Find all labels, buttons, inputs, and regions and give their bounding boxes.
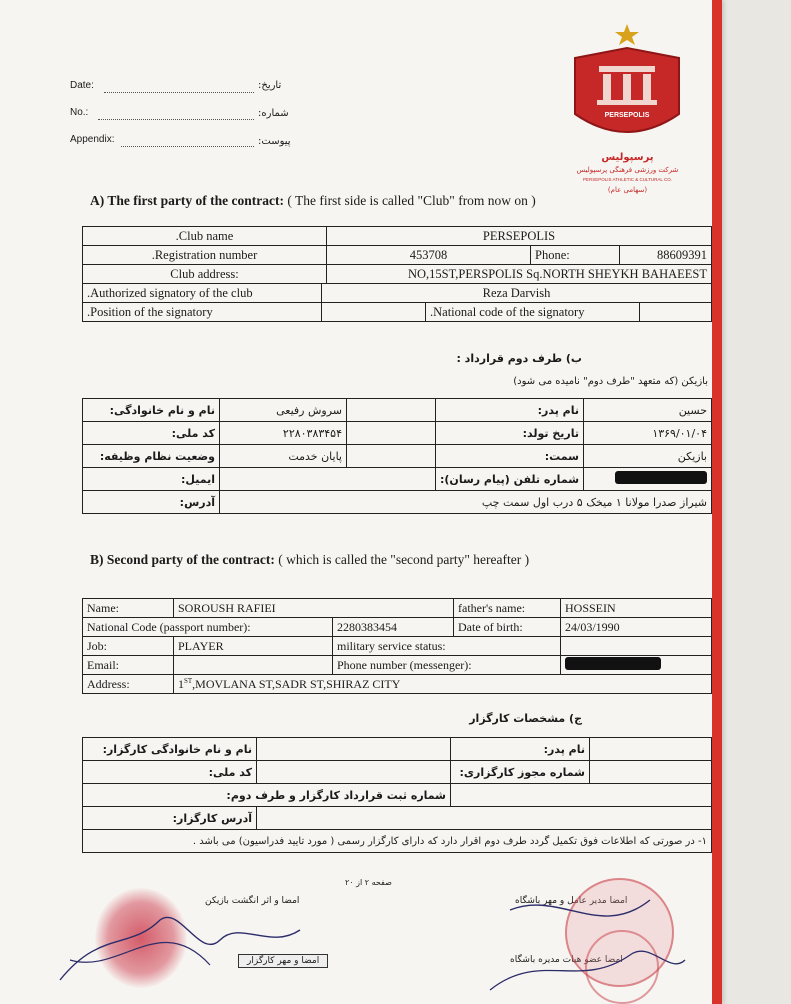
player-signature [40,890,320,1000]
signatory-position-value [322,303,426,322]
emblem-text: PERSEPOLIS [604,112,650,119]
no-label-fa: شماره: [258,108,289,119]
appendix-label-en: Appendix: [70,134,115,145]
agent-license-value [590,761,712,784]
messenger-phone-label: Phone number (messenger): [333,656,561,675]
signatory-national-code-label: .National code of the signatory [426,303,640,322]
player-name-label: Name: [83,599,174,618]
club-sign-label: امضا مدیر عامل و مهر باشگاه [515,896,628,906]
date-label-fa: تاریخ: [258,80,282,91]
page-edge-red [712,0,722,1004]
fa-code-label: کد ملی: [83,422,220,445]
email-value [174,656,333,675]
fa-code-value: ۲۲۸۰۳۸۳۴۵۴ [220,422,347,445]
national-code-label: National Code (passport number): [83,618,333,637]
fa-military-label: وضعیت نظام وظیفه: [83,445,220,468]
no-label-en: No.: [70,107,89,118]
national-code-value: 2280383454 [333,618,454,637]
club-address-label: Club address: [83,265,327,284]
agent-name-value [257,738,451,761]
date-line [104,92,254,93]
company-name-fa: شرکت ورزشی فرهنگی پرسپولیس [576,166,679,174]
agent-name-label: نام و نام خانوادگی کارگزار: [83,738,257,761]
military-status-value [561,637,712,656]
phone-value: 88609391 [620,246,712,265]
persepolis-logo [565,22,690,197]
section-b-fa-subtitle: بازیکن (که متعهد "طرف دوم" نامیده می شود) [513,376,708,387]
birth-date-label: Date of birth: [454,618,561,637]
club-name-label: .Club name [83,227,327,246]
signatory-value: Reza Darvish [322,284,712,303]
fa-name-value: سروش رفیعی [220,399,347,422]
agent-reg-value [451,784,712,807]
club-signatures [470,880,690,1000]
agent-reg-label: شماره ثبت قرارداد کارگزار و طرف دوم: [83,784,451,807]
player-address-value: 1ST,MOVLANA ST,SADR ST,SHIRAZ CITY [174,675,712,694]
phone-label: Phone: [531,246,620,265]
fa-email-label: ایمیل: [83,468,220,491]
brand-name-fa: پرسپولیس [601,152,654,163]
fa-post-value: بازیکن [584,445,712,468]
email-label: Email: [83,656,174,675]
job-label: Job: [83,637,174,656]
fa-father-value: حسین [584,399,712,422]
agent-license-label: شماره مجوز کارگزاری: [451,761,590,784]
birth-date-value: 24/03/1990 [561,618,712,637]
fa-birth-label: تاریخ تولد: [436,422,584,445]
date-label-en: Date: [70,80,94,91]
fa-father-label: نام پدر: [436,399,584,422]
no-line [98,119,254,120]
player-sign-label: امضا و اثر انگشت بازیکن [205,896,300,906]
military-status-label: military service status: [333,637,561,656]
signatory-label: .Authorized signatory of the club [83,284,322,303]
signatory-national-code-value [640,303,712,322]
agent-father-value [590,738,712,761]
section-c-title: ج) مشخصات کارگزار [469,712,582,725]
club-name-value: PERSEPOLIS [327,227,712,246]
job-value: PLAYER [174,637,333,656]
second-party-fa-table [82,398,712,514]
company-name-en: PERSEPOLIS ATHLETIC & CULTURAL CO. [583,177,672,182]
signatory-table [82,283,712,322]
player-address-label: Address: [83,675,174,694]
section-b-title: B) Second party of the contract: ( which is called the "second party" hereafter ) [90,552,530,567]
agent-clause: ۱- در صورتی که اطلاعات فوق تکمیل گردد طرف دوم اقرار دارد که دارای کارگزار رسمی ( مورد تایید فدراسیون) می باشد . [83,830,712,853]
board-sign-label: امضا عضو هیات مدیره باشگاه [510,955,623,965]
fa-address-label: آدرس: [83,491,220,514]
registration-label: .Registration number [83,246,327,265]
registration-value: 453708 [327,246,531,265]
fa-birth-value: ۱۳۶۹/۰۱/۰۴ [584,422,712,445]
agent-address-value [257,807,712,830]
fa-name-label: نام و نام خانوادگی: [83,399,220,422]
player-name-value: SOROUSH RAFIEI [174,599,454,618]
messenger-phone-value [561,656,712,675]
section-b-fa-title: ب) طرف دوم قرارداد : [456,352,582,365]
agent-code-label: کد ملی: [83,761,257,784]
agent-table [82,737,712,853]
agent-sign-label: امضا و مهر کارگزار [238,954,328,968]
father-name-label: father's name: [454,599,561,618]
fa-military-value: پایان خدمت [220,445,347,468]
agent-address-label: آدرس کارگزار: [83,807,257,830]
section-a-title: A) The first party of the contract: ( The first side is called "Club" from now on ) [90,193,536,208]
second-party-table [82,598,712,694]
redacted-phone [565,657,661,670]
fa-phone-label: شماره تلفن (پیام رسان): [436,468,584,491]
company-type-fa: (سهامی عام) [607,186,648,194]
club-info-table [82,226,712,284]
fa-phone-value [584,468,712,491]
fa-post-label: سمت: [436,445,584,468]
agent-father-label: نام پدر: [451,738,590,761]
redacted-phone-fa [615,471,707,484]
signatory-position-label: .Position of the signatory [83,303,322,322]
agent-code-value [257,761,451,784]
appendix-line [121,146,254,147]
father-name-value: HOSSEIN [561,599,712,618]
club-address-value: NO,15ST,PERSPOLIS Sq.NORTH SHEYKH BAHAEEST [327,265,712,284]
appendix-label-fa: پیوست: [258,136,291,147]
page-number: صفحه ۲ از ۲۰ [345,878,392,887]
persepolis-emblem-icon [565,22,690,150]
fa-address-value: شیراز صدرا مولانا ۱ میخک ۵ درب اول سمت چپ [220,491,712,514]
